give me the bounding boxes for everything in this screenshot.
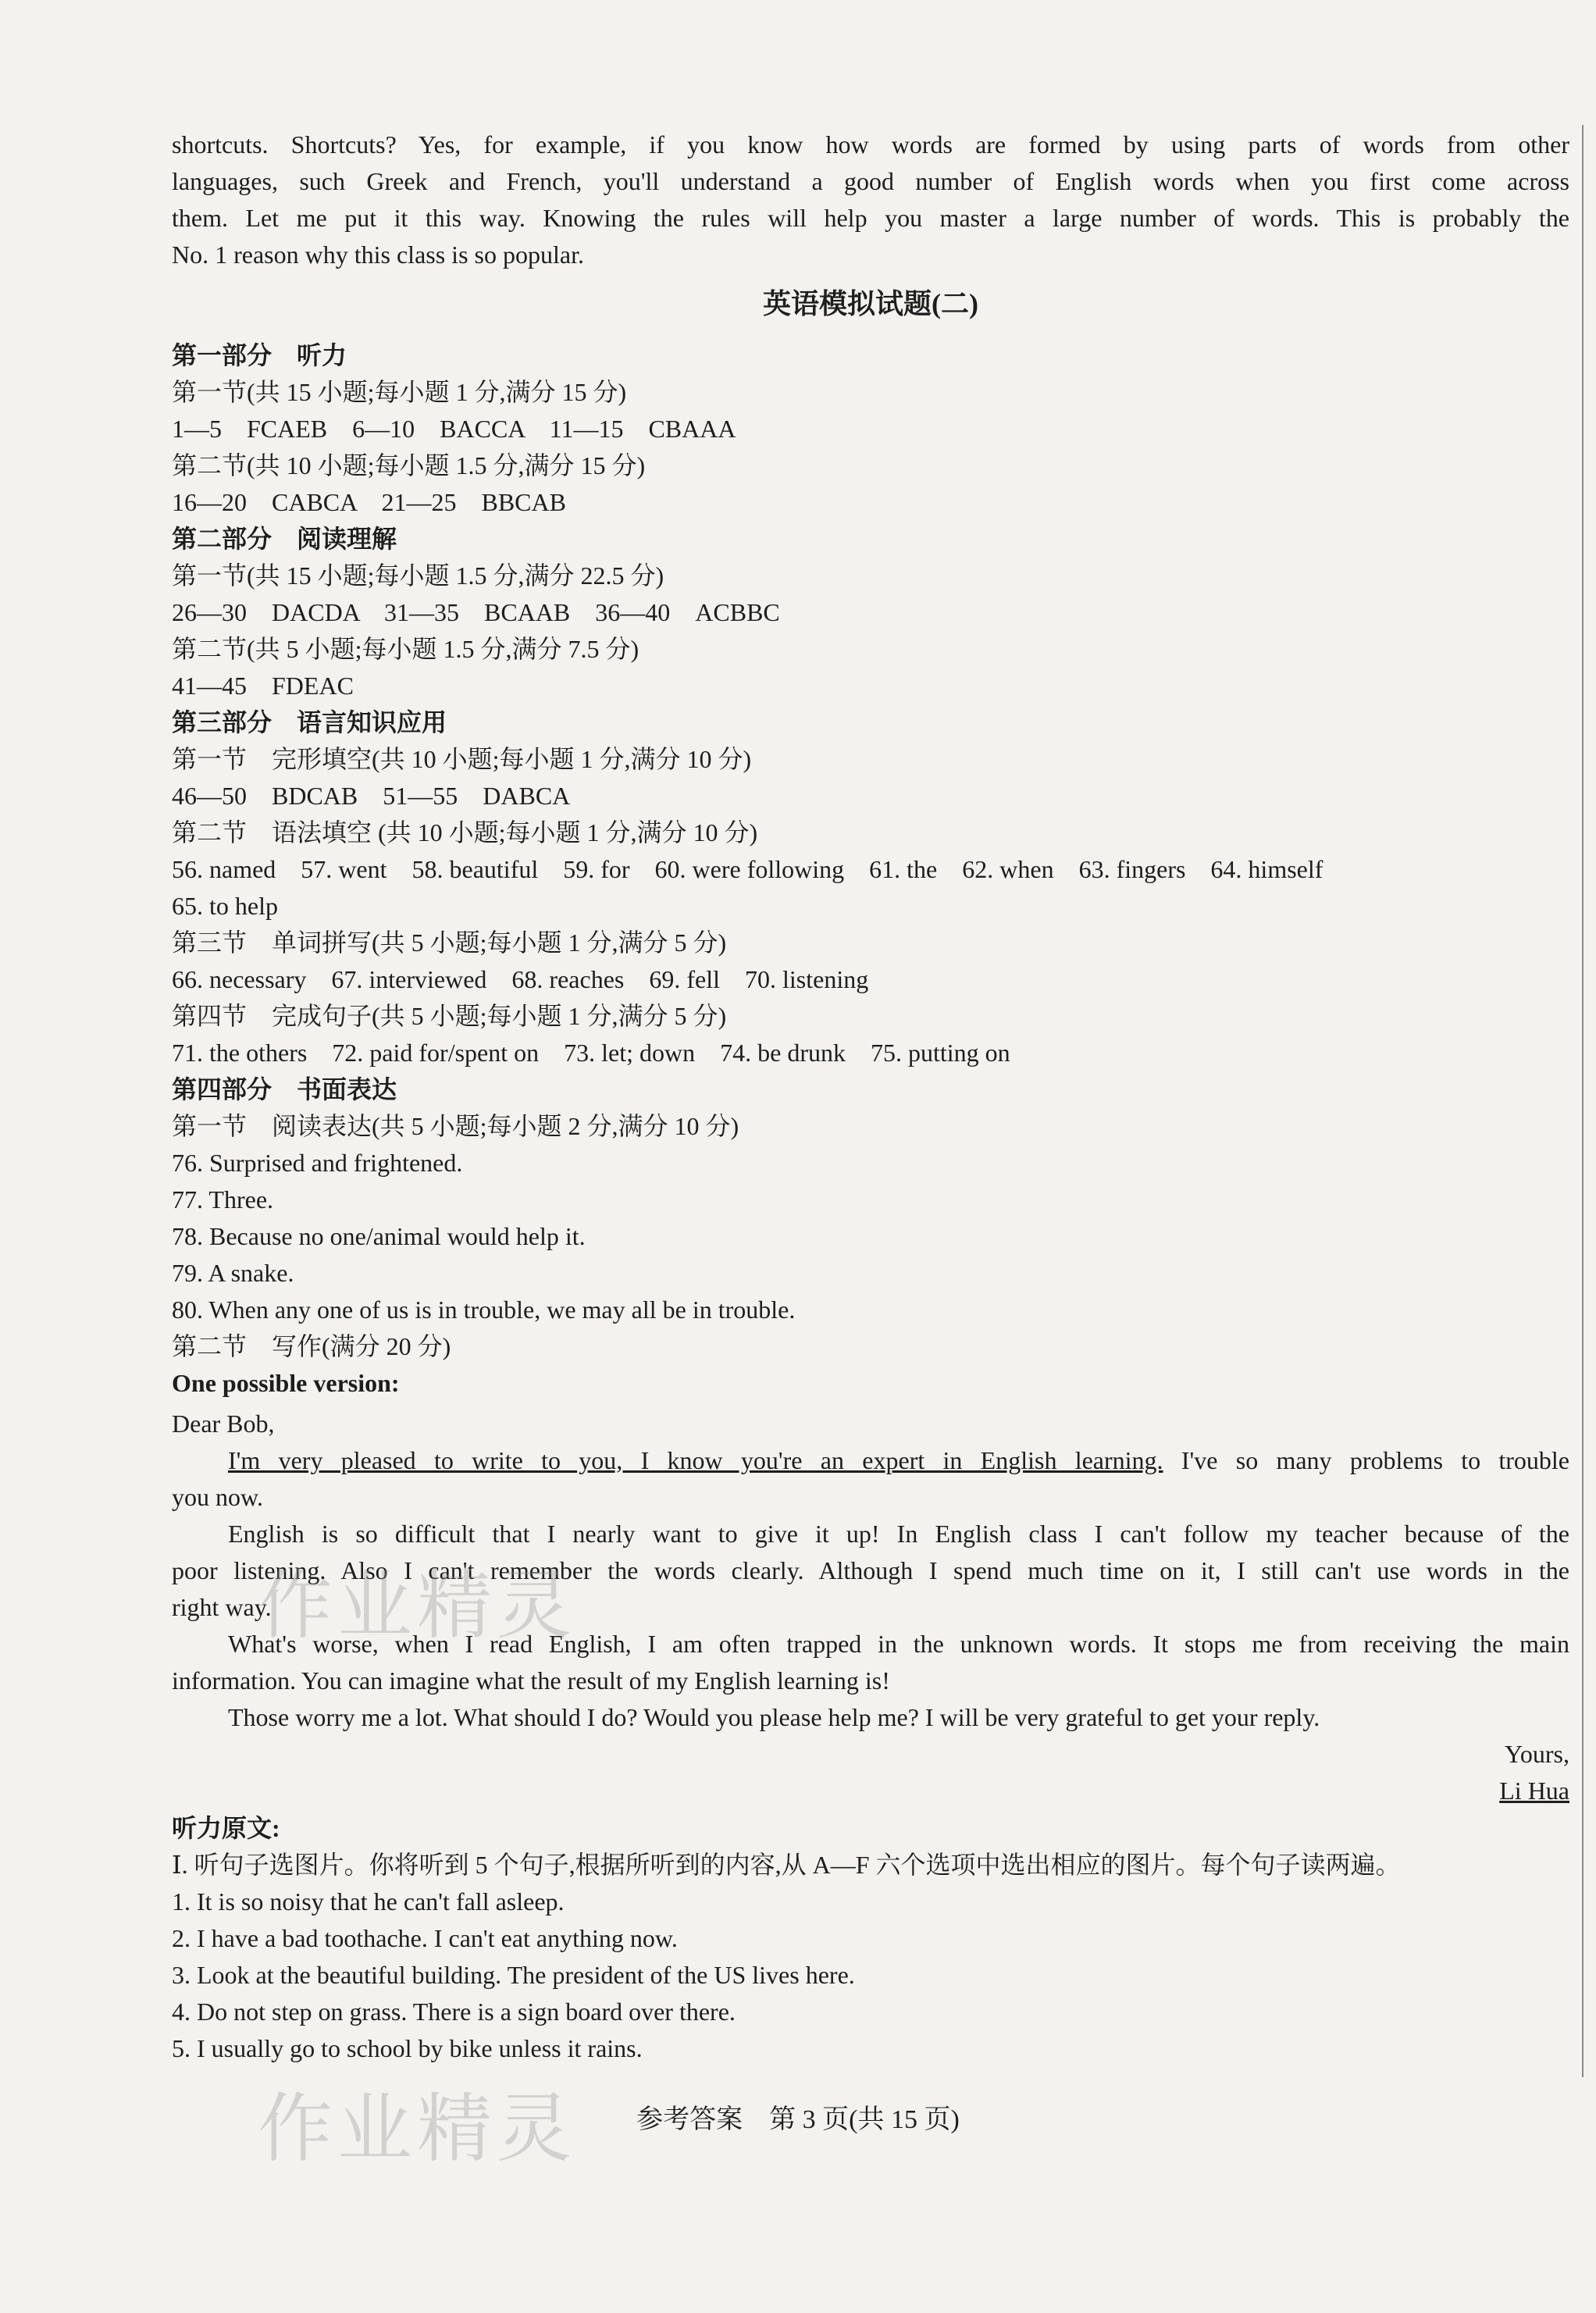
- listening-item: 4. Do not step on grass. There is a sign board over there.: [172, 1998, 736, 2026]
- answer-line: 76. Surprised and frightened.: [172, 1149, 463, 1177]
- letter-line: English is so difficult that I nearly want to give it up! In English class I can't follow my teacher because of the: [228, 1520, 1569, 1548]
- answer-line: 第二节(共 10 小题;每小题 1.5 分,满分 15 分): [172, 451, 646, 479]
- listening-item: 5. I usually go to school by bike unless it rains.: [172, 2034, 643, 2062]
- letter-line: information. You can imagine what the result of my English learning is!: [172, 1666, 890, 1695]
- answer-line: 1—5 FCAEB 6—10 BACCA 11—15 CBAAA: [172, 415, 736, 443]
- answer-line: 77. Three.: [172, 1185, 274, 1214]
- letter-line: poor listening. Also I can't remember the words clearly. Although I spend much time on it, I still can't use words in the: [172, 1556, 1569, 1584]
- paragraph-line: No. 1 reason why this class is so popular.: [172, 241, 584, 269]
- letter-line: Those worry me a lot. What should I do? Would you please help me? I will be very grateful to get your reply.: [228, 1703, 1320, 1731]
- answer-line: 第一节 完形填空(共 10 小题;每小题 1 分,满分 10 分): [172, 745, 752, 773]
- part-heading: 第一部分 听力: [172, 341, 347, 369]
- underlined-sentence: I'm very pleased to write to you, I know you're an expert in English learning.: [228, 1446, 1163, 1474]
- answer-line: 41—45 FDEAC: [172, 672, 354, 700]
- answer-line: 第一节 阅读表达(共 5 小题;每小题 2 分,满分 10 分): [172, 1112, 739, 1140]
- watermark: 作业精灵: [258, 2085, 576, 2172]
- answer-line: 第二节(共 5 小题;每小题 1.5 分,满分 7.5 分): [172, 635, 639, 663]
- top-paragraph: [172, 127, 1569, 273]
- answer-line: 第二节 写作(满分 20 分): [172, 1332, 451, 1360]
- listening-transcript: [172, 1810, 1569, 2067]
- answer-line: 第三节 单词拼写(共 5 小题;每小题 1 分,满分 5 分): [172, 928, 727, 957]
- watermark: 作业精灵: [258, 1562, 576, 1649]
- listening-item: 2. I have a bad toothache. I can't eat anything now.: [172, 1924, 678, 1952]
- answer-line: 26—30 DACDA 31—35 BCAAB 36—40 ACBBC: [172, 598, 780, 626]
- letter-line: right way.: [172, 1593, 272, 1621]
- answer-key: [172, 337, 1569, 1402]
- answer-line: 第一节(共 15 小题;每小题 1 分,满分 15 分): [172, 378, 627, 406]
- listening-title: 听力原文:: [172, 1814, 280, 1842]
- part-heading: 第四部分 书面表达: [172, 1075, 397, 1103]
- part-heading: One possible version:: [172, 1369, 400, 1397]
- paragraph-line: languages, such Greek and French, you'll understand a good number of English words when you first come across: [172, 167, 1569, 195]
- right-margin-rule: [1582, 125, 1584, 2077]
- answer-line: 第一节(共 15 小题;每小题 1.5 分,满分 22.5 分): [172, 561, 664, 590]
- letter-paragraph-1: [172, 1442, 1569, 1479]
- answer-line: 71. the others 72. paid for/spent on 73. let; down 74. be drunk 75. putting on: [172, 1039, 1010, 1067]
- answer-line: 第二节 语法填空 (共 10 小题;每小题 1 分,满分 10 分): [172, 818, 758, 846]
- letter-signature: [172, 1773, 1569, 1809]
- letter-salutation: Dear Bob,: [172, 1410, 275, 1438]
- answer-line: 46—50 BDCAB 51—55 DABCA: [172, 782, 571, 810]
- answer-line: 66. necessary 67. interviewed 68. reaches 69. fell 70. listening: [172, 965, 869, 993]
- answer-line: 65. to help: [172, 892, 278, 920]
- answer-line: 第四节 完成句子(共 5 小题;每小题 1 分,满分 5 分): [172, 1002, 727, 1030]
- letter-line: What's worse, when I read English, I am often trapped in the unknown words. It stops me from receiving the main: [228, 1630, 1569, 1658]
- listening-item: 1. It is so noisy that he can't fall asleep.: [172, 1887, 565, 1916]
- section-title: 英语模拟试题(二): [763, 288, 978, 319]
- answer-line: 79. A snake.: [172, 1259, 294, 1287]
- letter-closing: Yours,: [1504, 1740, 1569, 1768]
- answer-line: 56. named 57. went 58. beautiful 59. for 60. were following 61. the 62. when 63. fingers 64. himself: [172, 855, 1323, 883]
- part-heading: 第二部分 阅读理解: [172, 525, 397, 553]
- answer-line: 78. Because no one/animal would help it.: [172, 1222, 586, 1250]
- answer-line: 80. When any one of us is in trouble, we may all be in trouble.: [172, 1295, 796, 1324]
- listening-item: 3. Look at the beautiful building. The president of the US lives here.: [172, 1961, 855, 1989]
- part-heading: 第三部分 语言知识应用: [172, 708, 447, 736]
- page-footer: 参考答案 第 3 页(共 15 页): [636, 2105, 960, 2134]
- signature-name: Li Hua: [1499, 1777, 1569, 1805]
- letter-line: you now.: [172, 1483, 264, 1511]
- listening-instruction: Ⅰ. 听句子选图片。你将听到 5 个句子,根据所听到的内容,从 A—F 六个选项中选出相应的图片。每个句子读两遍。: [172, 1851, 1401, 1879]
- letter-text: I've so many problems to trouble: [1163, 1446, 1570, 1474]
- paragraph-line: them. Let me put it this way. Knowing the rules will help you master a large number of words. This is probably the: [172, 204, 1569, 232]
- answer-line: 16—20 CABCA 21—25 BBCAB: [172, 488, 566, 516]
- paragraph-line: shortcuts. Shortcuts? Yes, for example, if you know how words are formed by using parts of words from other: [172, 130, 1569, 159]
